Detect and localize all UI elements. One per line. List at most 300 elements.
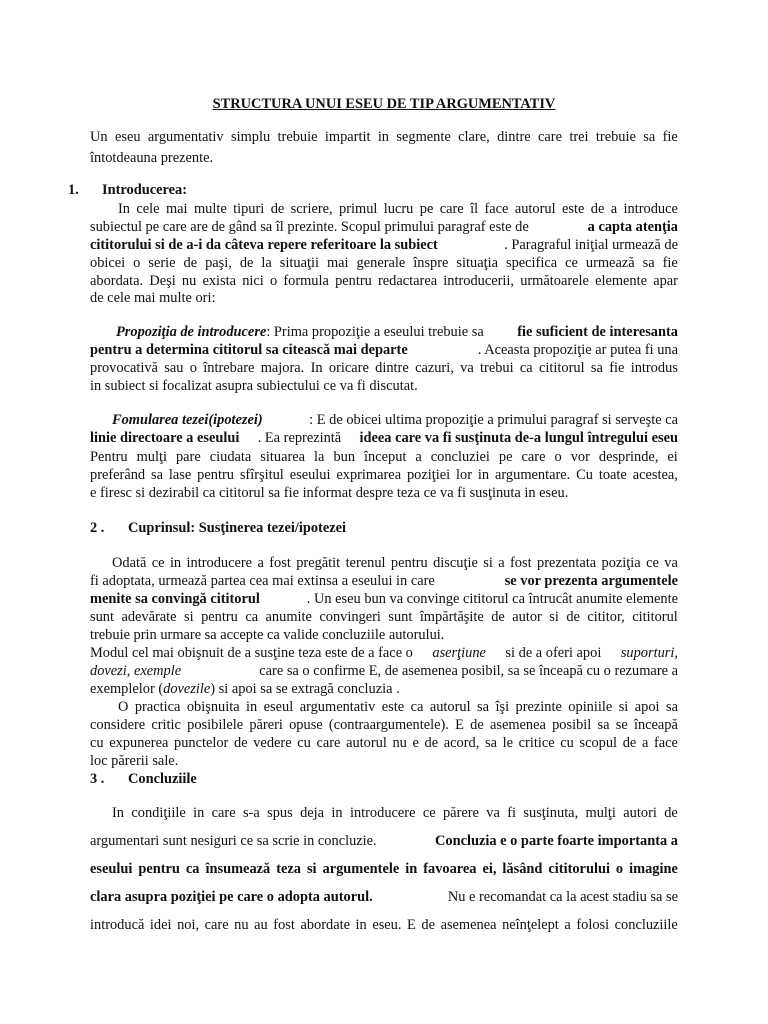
- word: preferând: [90, 467, 146, 483]
- word: (contraargumentele).: [328, 717, 449, 733]
- word: nici: [242, 273, 264, 289]
- word: la: [314, 449, 325, 465]
- paragraph-line: [90, 256, 678, 270]
- word: dintre: [375, 360, 409, 376]
- word: pare: [175, 449, 201, 465]
- emphasis-text: pentru a determina cititorul sa citească mai departe: [90, 342, 408, 358]
- word: a: [564, 917, 571, 933]
- word: sa: [665, 699, 678, 715]
- word: specifica: [505, 255, 558, 271]
- paragraph-line: [90, 862, 678, 876]
- word: ce: [151, 555, 165, 571]
- word: lase: [168, 467, 192, 483]
- word: sunt: [388, 609, 413, 625]
- paragraph-line: [90, 574, 678, 588]
- word: de: [234, 735, 248, 751]
- word: ca: [410, 699, 424, 715]
- word: ca: [245, 609, 259, 625]
- word: va: [664, 555, 678, 571]
- word: introducerii,: [443, 273, 515, 289]
- word: elemente: [595, 273, 648, 289]
- word: multe: [193, 201, 227, 217]
- emphasis-text: fie suficient de interesanta: [517, 324, 678, 340]
- word: convingeri: [319, 609, 381, 625]
- word: început: [364, 449, 407, 465]
- word: de: [421, 917, 435, 933]
- word: posibil: [552, 717, 592, 733]
- word: Cu: [576, 467, 593, 483]
- word: simplu: [230, 129, 271, 145]
- word: In: [310, 360, 323, 376]
- word: adevărate: [121, 609, 177, 625]
- word: au: [254, 917, 268, 933]
- word: o: [269, 273, 278, 289]
- word: sunt: [90, 609, 114, 625]
- word: si: [549, 609, 559, 625]
- word: in: [246, 699, 258, 715]
- word: pentru: [201, 609, 238, 625]
- word: Deşi: [149, 273, 176, 289]
- paragraph-line: [90, 450, 678, 464]
- word: o: [615, 861, 624, 877]
- word: le: [502, 735, 514, 751]
- word: poziţia: [601, 555, 641, 571]
- word: acord,: [443, 735, 480, 751]
- word: concluziei: [430, 449, 490, 465]
- word: sa: [484, 735, 497, 751]
- word: sau: [164, 360, 184, 376]
- word: in: [377, 129, 390, 145]
- word: asemenea: [440, 917, 497, 933]
- word: sa: [642, 255, 655, 271]
- word: Un: [90, 129, 108, 145]
- word: scriere,: [290, 201, 333, 217]
- word: introducere: [349, 805, 416, 821]
- word: păreri: [249, 717, 283, 733]
- word: introdus: [630, 360, 678, 376]
- word: mai: [165, 201, 188, 217]
- text-run: argumentari sunt nesiguri ce sa scrie in concluzie.: [90, 833, 377, 849]
- word: in: [405, 861, 418, 877]
- word: noi,: [177, 917, 200, 933]
- word: toate: [598, 467, 627, 483]
- word: generale: [356, 255, 406, 271]
- word: este: [381, 699, 405, 715]
- word: idei: [149, 917, 172, 933]
- text-run: . Un eseu bun va convinge cititorul ca întrucât anumite elemente: [306, 591, 678, 607]
- word: critice: [518, 735, 555, 751]
- word: mai: [326, 255, 349, 271]
- word: de: [664, 805, 678, 821]
- word: sa: [151, 467, 164, 483]
- word: argumentativ: [299, 699, 376, 715]
- text-run: subiectul pe care are de gând sa îl prezinte. Scopul primului paragraf este de: [90, 219, 529, 235]
- word: in: [355, 917, 367, 933]
- word: eseu: [114, 129, 141, 145]
- word: cititorul: [632, 609, 678, 625]
- word: a: [641, 735, 649, 751]
- word: cu: [90, 735, 104, 751]
- intro-line: [90, 130, 678, 144]
- paragraph-line: [90, 361, 678, 375]
- text-run: . Paragraful iniţial urmează de: [504, 237, 678, 253]
- word: ei: [667, 449, 678, 465]
- word: E: [407, 917, 416, 933]
- word: paşi,: [205, 255, 232, 271]
- word: neînţelept: [502, 917, 559, 933]
- word: lăsând: [502, 861, 543, 877]
- word: pentru: [390, 555, 428, 571]
- word: discuţie: [433, 555, 478, 571]
- italic-text: aserţiune: [432, 645, 486, 661]
- emphasis-text: cititorului si de a-i da câteva repere referitoare la subiect: [90, 237, 438, 253]
- intro-line: întotdeauna prezente.: [90, 150, 214, 166]
- word: fost: [510, 555, 532, 571]
- word: care: [521, 449, 546, 465]
- paragraph-line: [116, 325, 678, 339]
- word: in: [193, 805, 205, 821]
- section-heading: Introducerea:: [102, 182, 188, 198]
- text-run: si de a oferi apoi: [505, 645, 602, 661]
- emphasis-text: clara asupra poziţiei pe care o adopta autorul.: [90, 889, 373, 905]
- word: împărtăşite: [419, 609, 484, 625]
- word: de: [270, 201, 285, 217]
- word: de: [183, 255, 198, 271]
- word: vor: [570, 449, 590, 465]
- section-number: 3 .: [90, 771, 105, 787]
- word: scopul: [579, 735, 618, 751]
- paragraph-line: [112, 556, 678, 570]
- word: de: [566, 609, 580, 625]
- word: cazuri,: [415, 360, 454, 376]
- word: ce: [422, 805, 436, 821]
- paragraph-line: [118, 700, 678, 714]
- word: prezinte: [515, 699, 562, 715]
- text-run: fi adoptata, urmează partea cea mai extinsa a eseului in care: [90, 573, 435, 589]
- word: ce: [565, 255, 578, 271]
- word: pregătit: [296, 555, 341, 571]
- word: ei,: [482, 861, 497, 877]
- emphasis-text: a capta atenţia: [587, 219, 678, 235]
- word: desprinde,: [598, 449, 659, 465]
- word: este: [562, 201, 585, 217]
- word: redactarea: [378, 273, 438, 289]
- paragraph-line: [90, 918, 678, 932]
- word: care: [316, 735, 341, 751]
- word: anumite: [265, 609, 312, 625]
- word: întrebare: [203, 360, 255, 376]
- word: care: [439, 201, 464, 217]
- italic-text: dovezile: [163, 681, 211, 697]
- word: In: [112, 805, 124, 821]
- word: s-a: [242, 805, 260, 821]
- word: tipuri: [233, 201, 265, 217]
- word: abordate: [300, 917, 350, 933]
- paragraph-line: [90, 431, 678, 445]
- page-title: STRUCTURA UNUI ESEU DE TIP ARGUMENTATIV: [212, 96, 556, 112]
- word: vedere: [253, 735, 292, 751]
- word: teza: [276, 861, 301, 877]
- word: situarea: [260, 449, 306, 465]
- word: deja: [300, 805, 325, 821]
- word: de: [470, 717, 484, 733]
- paragraph-line: e firesc si dezirabil ca cititorul sa fie informat despre teza ce va fi susţinuta in eseu.: [90, 485, 569, 501]
- word: si: [184, 609, 194, 625]
- word: face: [653, 735, 678, 751]
- word: trebuie: [595, 129, 636, 145]
- word: acestea,: [632, 467, 678, 483]
- word: obicei: [90, 255, 126, 271]
- word: următoarele: [520, 273, 589, 289]
- word: concluziile: [614, 917, 678, 933]
- word: exista: [202, 273, 237, 289]
- word: obişnuita: [186, 699, 240, 715]
- word: asemenea: [489, 717, 546, 733]
- word: de: [491, 609, 505, 625]
- word: expunerea: [109, 735, 169, 751]
- word: introducă: [90, 917, 145, 933]
- word: sa: [597, 717, 610, 733]
- paragraph-line: [90, 343, 678, 357]
- word: in: [169, 555, 182, 571]
- word: dintre: [497, 129, 531, 145]
- emphasis-text: se vor prezenta argumentele: [504, 573, 678, 589]
- word: ciudata: [209, 449, 252, 465]
- word: eseul: [263, 699, 294, 715]
- text-run: . Ea reprezintă: [257, 430, 342, 446]
- paragraph-line: [112, 413, 678, 427]
- word: va: [486, 805, 500, 821]
- word: introduce: [623, 201, 678, 217]
- word: situaţia: [456, 255, 498, 271]
- word: însumează: [205, 861, 271, 877]
- paragraph-line: [90, 274, 678, 288]
- word: se: [615, 717, 628, 733]
- paragraph-line: [90, 468, 678, 482]
- word: sa: [477, 699, 490, 715]
- word: si: [306, 861, 317, 877]
- word: sa: [643, 129, 656, 145]
- word: fost: [273, 917, 295, 933]
- word: prezentata: [537, 555, 597, 571]
- word: pentru: [335, 273, 372, 289]
- word: o: [189, 360, 197, 376]
- word: cele: [136, 201, 160, 217]
- word: lucru: [383, 201, 414, 217]
- section-number: 1.: [68, 182, 79, 198]
- word: cu: [560, 735, 574, 751]
- word: opiniile: [568, 699, 613, 715]
- word: eseului: [289, 467, 331, 483]
- italic-text: dovezi: [90, 663, 127, 679]
- word: Odată: [112, 555, 147, 571]
- word: poziţiei: [406, 467, 451, 483]
- text-run: : Prima propoziţie a eseului trebuie sa: [266, 324, 484, 340]
- word: segmente: [396, 129, 451, 145]
- word: e: [412, 735, 419, 751]
- word: va: [460, 360, 474, 376]
- word: terenul: [345, 555, 386, 571]
- word: cititorului: [548, 861, 610, 877]
- italic-text: exemple: [133, 663, 182, 679]
- word: Pentru: [90, 449, 128, 465]
- paragraph-line: [118, 202, 678, 216]
- word: urmează: [585, 255, 635, 271]
- word: favoarea: [423, 861, 477, 877]
- word: folosi: [576, 917, 610, 933]
- paragraph-line: [90, 890, 678, 904]
- word: înceapă: [633, 717, 678, 733]
- paragraph-line: [90, 592, 678, 606]
- word: imagine: [629, 861, 678, 877]
- word: care: [204, 917, 229, 933]
- word: spus: [267, 805, 293, 821]
- word: susţinuta,: [523, 805, 579, 821]
- word: a: [498, 555, 505, 571]
- word: fie: [662, 129, 678, 145]
- word: practica: [134, 699, 181, 715]
- word: trebuie: [277, 129, 318, 145]
- word: de: [590, 201, 605, 217]
- word: o: [133, 255, 141, 271]
- paragraph-line: [112, 806, 678, 820]
- word: exprimarea: [336, 467, 402, 483]
- word: pe: [498, 449, 513, 465]
- word: formula: [283, 273, 329, 289]
- word: a: [610, 201, 618, 217]
- word: pentru: [197, 467, 234, 483]
- italic-text: suporturi,: [620, 645, 678, 661]
- word: provocativă: [90, 360, 158, 376]
- word: critic: [151, 717, 181, 733]
- word: opuse: [289, 717, 323, 733]
- paragraph-line: [90, 736, 678, 750]
- word: a: [415, 449, 422, 465]
- section-number: 2 .: [90, 520, 105, 536]
- word: ce: [646, 555, 659, 571]
- word: autorul: [514, 201, 556, 217]
- subheading-italic: Propoziţia de introducere: [116, 324, 267, 340]
- word: impartit: [324, 129, 371, 145]
- word: cu: [297, 735, 311, 751]
- word: nu: [392, 735, 407, 751]
- word: oricare: [328, 360, 369, 376]
- word: introducere: [186, 555, 253, 571]
- word: clare,: [458, 129, 490, 145]
- emphasis-text: Concluzia e o parte foarte importanta a: [435, 833, 678, 849]
- word: îl: [470, 201, 479, 217]
- word: punctelor: [174, 735, 229, 751]
- paragraph-line: [90, 646, 678, 660]
- word: de: [239, 255, 254, 271]
- word: situaţii: [279, 255, 319, 271]
- paragraph-line: loc părerii sale.: [90, 753, 179, 769]
- text-run: ) si apoi sa se extragă concluzia .: [210, 681, 400, 697]
- word: care: [538, 129, 562, 145]
- word: argumentativ: [147, 129, 224, 145]
- word: face: [484, 201, 509, 217]
- word: majora.: [260, 360, 305, 376]
- word: eseului: [90, 861, 133, 877]
- word: eseu.: [372, 917, 402, 933]
- word: In: [118, 201, 130, 217]
- text-run: : E de obicei ultima propoziţie a primului paragraf si serveşte ca: [309, 412, 678, 428]
- paragraph-line: [90, 718, 678, 732]
- text-run: . Aceasta propoziţie ar putea fi una: [477, 342, 678, 358]
- word: pentru: [138, 861, 180, 877]
- text-run: care sa o confirme E, de asemenea posibil, sa se înceapă cu o rezumare a: [259, 663, 678, 679]
- text-run: Modul cel mai obişnuit de a susţine teza este de a face o: [90, 645, 413, 661]
- word: trei: [569, 129, 589, 145]
- word: fie: [662, 255, 678, 271]
- word: apoi: [634, 699, 660, 715]
- word: trebui: [480, 360, 514, 376]
- word: ca: [519, 360, 533, 376]
- paragraph-line: [90, 238, 678, 252]
- word: bun: [333, 449, 356, 465]
- word: condiţiile: [131, 805, 186, 821]
- word: care: [211, 805, 236, 821]
- word: sa: [590, 360, 603, 376]
- word: si: [618, 699, 629, 715]
- word: considere: [90, 717, 146, 733]
- word: a: [257, 555, 264, 571]
- word: si: [483, 555, 493, 571]
- word: de: [424, 735, 439, 751]
- word: o: [554, 449, 562, 465]
- word: mulţi: [585, 805, 616, 821]
- word: argumentele: [322, 861, 400, 877]
- word: ca: [185, 861, 200, 877]
- word: nu: [234, 917, 249, 933]
- word: la: [261, 255, 272, 271]
- section-heading: Concluziile: [128, 771, 197, 787]
- word: înspre: [413, 255, 449, 271]
- section-heading: Cuprinsul: Susţinerea tezei/ipotezei: [128, 520, 346, 536]
- emphasis-text: linie directoare a eseului: [90, 430, 240, 446]
- word: fi: [507, 805, 517, 821]
- word: părere: [442, 805, 479, 821]
- word: mulţi: [136, 449, 167, 465]
- word: apar: [653, 273, 678, 289]
- word: autorul: [429, 699, 471, 715]
- word: de: [622, 735, 637, 751]
- word: lor: [456, 467, 473, 483]
- word: in: [331, 805, 343, 821]
- word: autor: [512, 609, 542, 625]
- emphasis-text: menite sa convingă cititorul: [90, 591, 260, 607]
- word: autori: [623, 805, 657, 821]
- word: pe: [419, 201, 434, 217]
- word: in: [477, 467, 490, 483]
- paragraph-line: dovezi, exemple care sa o confirme E, de asemenea posibil, sa se înceapă cu o rezumare a: [90, 663, 678, 679]
- word: E: [455, 717, 464, 733]
- text-run: Nu e recomandat ca la acest stadiu sa se: [447, 889, 678, 905]
- word: fie: [609, 360, 625, 376]
- paragraph-line: [90, 610, 678, 624]
- word: sfîrşitul: [239, 467, 284, 483]
- paragraph-line: in subiect si focalizat asupra subiectului ce va fi discutat.: [90, 378, 418, 394]
- word: serie: [148, 255, 176, 271]
- word: îşi: [495, 699, 510, 715]
- word: nu: [181, 273, 197, 289]
- word: primul: [339, 201, 378, 217]
- word: cititor,: [587, 609, 625, 625]
- paragraph-line: trebuie prin urmare sa accepte ca valide concluziile autorului.: [90, 627, 445, 643]
- subheading-italic: Fomularea tezei(ipotezei): [112, 412, 263, 428]
- word: cititorul: [539, 360, 585, 376]
- word: O: [118, 699, 129, 715]
